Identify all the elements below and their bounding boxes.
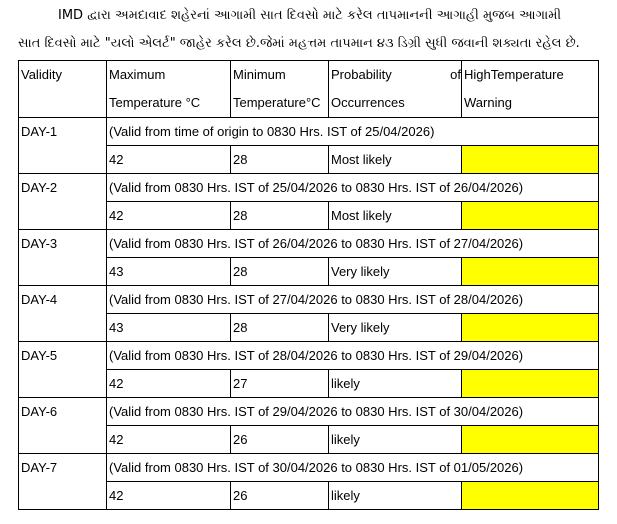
header-min-temp xyxy=(231,61,329,118)
validity-period: (Valid from 0830 Hrs. IST of 29/04/2026 to 0830 Hrs. IST of 30/04/2026) xyxy=(107,398,599,426)
validity-row xyxy=(19,286,599,314)
header-probability-line2: Occurrences xyxy=(331,95,405,110)
probability-cell: Most likely xyxy=(329,146,462,174)
min-temperature-cell: 27 xyxy=(231,370,329,398)
warning-color-cell xyxy=(462,426,599,454)
validity-period: (Valid from time of origin to 0830 Hrs. IST of 25/04/2026) xyxy=(107,118,599,146)
max-temperature-cell: 42 xyxy=(107,482,231,510)
validity-row xyxy=(19,398,599,426)
day-label: DAY-4 xyxy=(19,286,107,342)
day-label: DAY-2 xyxy=(19,174,107,230)
max-temperature-cell: 42 xyxy=(107,426,231,454)
min-temperature-cell: 26 xyxy=(231,482,329,510)
probability-cell: Very likely xyxy=(329,258,462,286)
probability-cell: likely xyxy=(329,482,462,510)
header-warning xyxy=(462,61,599,118)
header-probability xyxy=(329,61,462,118)
header-max-temp xyxy=(107,61,231,118)
max-temperature-cell: 42 xyxy=(107,146,231,174)
validity-row xyxy=(19,454,599,482)
intro-paragraph xyxy=(0,0,617,60)
table-header-row xyxy=(19,61,599,118)
day-label: DAY-7 xyxy=(19,454,107,510)
header-validity: Validity xyxy=(19,61,107,118)
header-min-temp-line1: Minimum xyxy=(233,67,286,82)
warning-color-cell xyxy=(462,370,599,398)
min-temperature-cell: 28 xyxy=(231,146,329,174)
day-label: DAY-6 xyxy=(19,398,107,454)
min-temperature-cell: 28 xyxy=(231,258,329,286)
temperature-forecast-table xyxy=(18,60,599,510)
min-temperature-cell: 28 xyxy=(231,202,329,230)
header-max-temp-line1: Maximum xyxy=(109,67,166,82)
validity-period: (Valid from 0830 Hrs. IST of 28/04/2026 to 0830 Hrs. IST of 29/04/2026) xyxy=(107,342,599,370)
validity-period: (Valid from 0830 Hrs. IST of 26/04/2026 to 0830 Hrs. IST of 27/04/2026) xyxy=(107,230,599,258)
header-min-temp-line2: Temperature°C xyxy=(233,95,321,110)
min-temperature-cell: 26 xyxy=(231,426,329,454)
header-warning-line2: Warning xyxy=(464,95,512,110)
validity-period: (Valid from 0830 Hrs. IST of 25/04/2026 to 0830 Hrs. IST of 26/04/2026) xyxy=(107,174,599,202)
day-label: DAY-1 xyxy=(19,118,107,174)
probability-cell: Most likely xyxy=(329,202,462,230)
probability-cell: likely xyxy=(329,426,462,454)
intro-line-1: IMD દ્વારા અમદાવાદ શહેરનાં આગામી સાત દિવસો માટે કરેલ તાપમાનની આગાહી મુજબ આગામી xyxy=(58,8,562,23)
validity-row xyxy=(19,118,599,146)
header-max-temp-line2: Temperature °C xyxy=(109,95,201,110)
max-temperature-cell: 43 xyxy=(107,314,231,342)
validity-period: (Valid from 0830 Hrs. IST of 30/04/2026 to 0830 Hrs. IST of 01/05/2026) xyxy=(107,454,599,482)
header-probability-line1: Probability xyxy=(331,67,392,82)
warning-color-cell xyxy=(462,146,599,174)
probability-cell: Very likely xyxy=(329,314,462,342)
min-temperature-cell: 28 xyxy=(231,314,329,342)
probability-cell: likely xyxy=(329,370,462,398)
header-warning-line1: HighTemperature xyxy=(464,67,564,82)
max-temperature-cell: 42 xyxy=(107,370,231,398)
warning-color-cell xyxy=(462,202,599,230)
validity-row xyxy=(19,230,599,258)
warning-color-cell xyxy=(462,482,599,510)
validity-row xyxy=(19,174,599,202)
max-temperature-cell: 43 xyxy=(107,258,231,286)
warning-color-cell xyxy=(462,258,599,286)
intro-line-2: સાત દિવસો માટે "યલો એલર્ટ" જાહેર કરેલ છે.જેમાં મહત્તમ તાપમાન ૪૩ ડિગ્રી સુધી જવાની શક્યતા રહેલ છે. xyxy=(18,36,580,51)
header-probability-of: of xyxy=(450,67,461,82)
max-temperature-cell: 42 xyxy=(107,202,231,230)
validity-row xyxy=(19,342,599,370)
warning-color-cell xyxy=(462,314,599,342)
day-label: DAY-5 xyxy=(19,342,107,398)
day-label: DAY-3 xyxy=(19,230,107,286)
validity-period: (Valid from 0830 Hrs. IST of 27/04/2026 to 0830 Hrs. IST of 28/04/2026) xyxy=(107,286,599,314)
